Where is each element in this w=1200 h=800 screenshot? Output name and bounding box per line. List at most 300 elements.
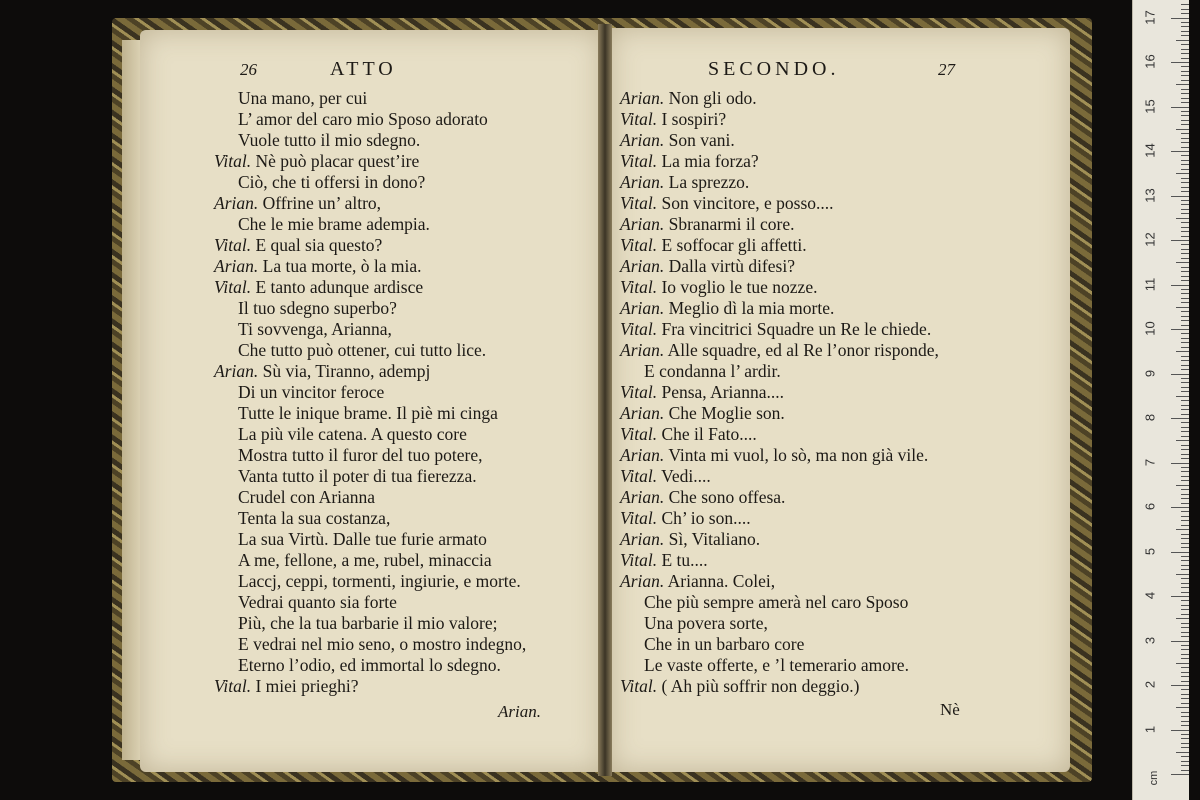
ruler-tick [1181, 556, 1189, 557]
text-line [620, 298, 939, 319]
text-line [214, 172, 526, 193]
line-text: Sù via, Tiranno, adempj [262, 361, 431, 381]
line-text: L’ amor del caro mio Sposo adorato [238, 109, 488, 129]
text-line [214, 487, 526, 508]
ruler-tick [1181, 614, 1189, 615]
line-text: Laccj, ceppi, tormenti, ingiurie, e morte. [238, 571, 521, 591]
ruler-tick [1181, 382, 1189, 383]
line-text: Pensa, Arianna.... [661, 382, 784, 402]
ruler-tick [1181, 498, 1189, 499]
ruler-tick [1181, 164, 1189, 165]
ruler-tick [1181, 405, 1189, 406]
ruler-tick [1181, 102, 1189, 103]
line-text: E vedrai nel mio seno, o mostro indegno, [238, 634, 527, 654]
line-text: Che il Fato.... [661, 424, 757, 444]
ruler-tick [1181, 520, 1189, 521]
ruler-tick [1181, 765, 1189, 766]
ruler-tick [1181, 654, 1189, 655]
line-text: Mostra tutto il furor del tuo potere, [238, 445, 483, 465]
line-text: La sua Virtù. Dalle tue furie armato [238, 529, 487, 549]
line-text: La sprezzo. [668, 172, 750, 192]
ruler-tick [1181, 569, 1189, 570]
text-line [214, 403, 526, 424]
ruler-tick [1181, 658, 1189, 659]
line-text: Di un vincitor feroce [238, 382, 385, 402]
ruler-tick [1181, 756, 1189, 757]
text-line [214, 613, 526, 634]
ruler-tick [1171, 329, 1189, 330]
line-text: Meglio dì la mia morte. [668, 298, 835, 318]
line-text: E condanna l’ ardir. [644, 361, 781, 381]
line-text: ( Ah più soffrir non deggio.) [661, 676, 860, 696]
ruler-tick [1171, 240, 1189, 241]
ruler-tick [1181, 365, 1189, 366]
ruler-tick [1181, 623, 1189, 624]
ruler-tick [1181, 738, 1189, 739]
ruler-tick [1181, 449, 1189, 450]
ruler-tick [1171, 18, 1189, 19]
text-line [214, 298, 526, 319]
ruler-tick [1181, 538, 1189, 539]
ruler-tick [1181, 178, 1189, 179]
line-text: Io voglio le tue nozze. [661, 277, 818, 297]
ruler-tick [1181, 213, 1189, 214]
ruler-tick [1181, 138, 1189, 139]
ruler-tick [1181, 53, 1189, 54]
ruler-tick [1176, 129, 1189, 130]
ruler-tick [1181, 289, 1189, 290]
ruler-tick [1181, 236, 1189, 237]
text-line [214, 109, 526, 130]
ruler-tick [1181, 770, 1189, 771]
ruler-tick [1181, 71, 1189, 72]
ruler-unit-label: cm [1148, 770, 1160, 786]
book-gutter [598, 24, 612, 776]
speaker-label: Arian. [620, 172, 665, 192]
ruler-tick [1181, 271, 1189, 272]
line-text: Eterno l’odio, ed immortal lo sdegno. [238, 655, 501, 675]
ruler-tick [1176, 707, 1189, 708]
ruler-number: 6 [1142, 502, 1158, 511]
ruler-tick [1181, 111, 1189, 112]
line-text: E tu.... [661, 550, 708, 570]
ruler-tick [1181, 115, 1189, 116]
ruler-number: 16 [1142, 54, 1158, 69]
ruler-tick [1181, 583, 1189, 584]
line-text: Arianna. Colei, [667, 571, 776, 591]
speaker-label: Vital. [214, 676, 252, 696]
ruler-tick [1181, 436, 1189, 437]
ruler-tick [1181, 414, 1189, 415]
ruler-tick [1171, 463, 1189, 464]
ruler-tick [1176, 396, 1189, 397]
ruler-tick [1181, 347, 1189, 348]
ruler-tick [1181, 333, 1189, 334]
ruler-tick [1171, 685, 1189, 686]
text-line [214, 592, 526, 613]
text-line [214, 256, 526, 277]
ruler-tick [1181, 578, 1189, 579]
ruler-tick [1181, 98, 1189, 99]
ruler-tick [1181, 743, 1189, 744]
ruler-tick [1181, 494, 1189, 495]
ruler-tick [1176, 307, 1189, 308]
ruler-tick [1181, 244, 1189, 245]
speaker-label: Vital. [214, 151, 252, 171]
text-line [620, 550, 939, 571]
ruler-tick [1181, 560, 1189, 561]
ruler-tick [1171, 374, 1189, 375]
left-catchword: Arian. [498, 702, 541, 721]
ruler-number: 17 [1142, 9, 1158, 25]
speaker-label: Arian. [620, 571, 665, 591]
ruler-tick [1181, 9, 1189, 10]
speaker-label: Arian. [620, 256, 665, 276]
text-line [620, 130, 939, 151]
ruler-number: 8 [1142, 413, 1158, 422]
speaker-label: Vital. [620, 466, 658, 486]
ruler-tick [1181, 534, 1189, 535]
line-text: La più vile catena. A questo core [238, 424, 467, 444]
text-line [620, 319, 939, 340]
ruler-number: 13 [1142, 187, 1158, 203]
text-line [214, 319, 526, 340]
speaker-label: Vital. [620, 319, 658, 339]
ruler-tick [1181, 605, 1189, 606]
ruler-tick [1176, 84, 1189, 85]
text-line [214, 214, 526, 235]
ruler-tick [1181, 31, 1189, 32]
ruler-tick [1181, 298, 1189, 299]
ruler-tick [1181, 231, 1189, 232]
ruler-tick [1171, 641, 1189, 642]
text-line [620, 403, 939, 424]
ruler-tick [1181, 681, 1189, 682]
ruler-tick [1181, 93, 1189, 94]
ruler-tick [1181, 489, 1189, 490]
text-line [214, 466, 526, 487]
text-line [620, 235, 939, 256]
ruler-tick [1181, 600, 1189, 601]
speaker-label: Arian. [620, 340, 665, 360]
ruler-tick [1181, 422, 1189, 423]
ruler-tick [1181, 22, 1189, 23]
line-text: Ti sovvenga, Arianna, [238, 319, 392, 339]
ruler-tick [1181, 302, 1189, 303]
line-text: Il tuo sdegno superbo? [238, 298, 397, 318]
speaker-label: Arian. [214, 256, 259, 276]
speaker-label: Arian. [620, 130, 665, 150]
ruler-tick [1171, 596, 1189, 597]
ruler-tick [1176, 618, 1189, 619]
line-text: Alle squadre, ed al Re l’onor risponde, [667, 340, 939, 360]
left-page-text [214, 88, 526, 697]
speaker-label: Vital. [620, 151, 658, 171]
line-text: Che più sempre amerà nel caro Sposo [644, 592, 909, 612]
line-text: E tanto adunque ardisce [255, 277, 424, 297]
line-text: Le vaste offerte, e ’l temerario amore. [644, 655, 909, 675]
text-line [214, 277, 526, 298]
line-text: Fra vincitrici Squadre un Re le chiede. [661, 319, 932, 339]
line-text: Sì, Vitaliano. [668, 529, 761, 549]
text-line [620, 634, 939, 655]
ruler-tick [1176, 351, 1189, 352]
text-line [620, 613, 939, 634]
ruler-tick [1176, 262, 1189, 263]
ruler-tick [1181, 511, 1189, 512]
ruler-tick [1181, 369, 1189, 370]
ruler-number: 2 [1142, 680, 1158, 689]
ruler-tick [1181, 703, 1189, 704]
ruler-tick [1181, 480, 1189, 481]
line-text: Vanta tutto il poter di tua fierezza. [238, 466, 477, 486]
ruler-tick [1171, 552, 1189, 553]
speaker-label: Arian. [620, 487, 665, 507]
ruler-tick [1181, 698, 1189, 699]
ruler-number: 9 [1142, 369, 1158, 377]
ruler-tick [1181, 391, 1189, 392]
measurement-ruler [1132, 0, 1189, 800]
text-line [214, 340, 526, 361]
line-text: Vinta mi vuol, lo sò, ma non già vile. [668, 445, 929, 465]
ruler-tick [1181, 160, 1189, 161]
ruler-tick [1181, 761, 1189, 762]
text-line [620, 445, 939, 466]
text-line [620, 109, 939, 130]
ruler-tick [1181, 316, 1189, 317]
ruler-tick [1181, 209, 1189, 210]
text-line [620, 277, 939, 298]
text-line [214, 445, 526, 466]
ruler-tick [1181, 547, 1189, 548]
text-line [214, 88, 526, 109]
text-line [620, 655, 939, 676]
text-line [214, 550, 526, 571]
right-catchword: Nè [940, 700, 960, 719]
speaker-label: Vital. [620, 508, 658, 528]
speaker-label: Vital. [214, 235, 252, 255]
line-text: Che in un barbaro core [644, 634, 805, 654]
speaker-label: Vital. [620, 193, 658, 213]
text-line [214, 508, 526, 529]
ruler-tick [1181, 445, 1189, 446]
ruler-tick [1181, 124, 1189, 125]
ruler-tick [1181, 409, 1189, 410]
ruler-number: 1 [1142, 725, 1158, 733]
ruler-tick [1181, 133, 1189, 134]
ruler-tick [1181, 280, 1189, 281]
right-page-text [620, 88, 939, 697]
ruler-tick [1181, 431, 1189, 432]
line-text: Una mano, per cui [238, 88, 368, 108]
ruler-tick [1171, 151, 1189, 152]
ruler-tick [1171, 774, 1189, 775]
text-line [214, 382, 526, 403]
ruler-tick [1181, 454, 1189, 455]
ruler-tick [1171, 62, 1189, 63]
ruler-tick [1176, 529, 1189, 530]
text-line [620, 193, 939, 214]
ruler-tick [1181, 75, 1189, 76]
ruler-tick [1181, 120, 1189, 121]
ruler-tick [1181, 26, 1189, 27]
line-text: Ch’ io son.... [661, 508, 751, 528]
speaker-label: Vital. [620, 424, 658, 444]
speaker-label: Vital. [214, 277, 252, 297]
line-text: Son vani. [668, 130, 735, 150]
ruler-tick [1181, 645, 1189, 646]
ruler-tick [1176, 574, 1189, 575]
ruler-tick [1181, 200, 1189, 201]
line-text: Più, che la tua barbarie il mio valore; [238, 613, 498, 633]
ruler-tick [1181, 694, 1189, 695]
ruler-tick [1181, 516, 1189, 517]
ruler-tick [1181, 320, 1189, 321]
text-line [620, 592, 939, 613]
ruler-tick [1181, 49, 1189, 50]
line-text: I miei prieghi? [255, 676, 359, 696]
ruler-tick [1181, 89, 1189, 90]
line-text: Offrine un’ altro, [262, 193, 382, 213]
ruler-tick [1181, 80, 1189, 81]
right-page-number: 27 [938, 60, 955, 79]
ruler-number: 3 [1142, 636, 1158, 644]
ruler-tick [1181, 222, 1189, 223]
text-line [620, 361, 939, 382]
ruler-tick [1181, 338, 1189, 339]
ruler-tick [1171, 730, 1189, 731]
line-text: Sbranarmi il core. [668, 214, 795, 234]
ruler-tick [1181, 276, 1189, 277]
speaker-label: Arian. [620, 529, 665, 549]
line-text: Vedrai quanto sia forte [238, 592, 397, 612]
line-text: Ciò, che ti offersi in dono? [238, 172, 426, 192]
right-running-head: SECONDO. [708, 58, 840, 80]
text-line [214, 571, 526, 592]
ruler-tick [1181, 467, 1189, 468]
ruler-tick [1181, 721, 1189, 722]
ruler-tick [1176, 663, 1189, 664]
ruler-tick [1181, 13, 1189, 14]
speaker-label: Arian. [620, 298, 665, 318]
line-text: E qual sia questo? [255, 235, 383, 255]
speaker-label: Arian. [620, 403, 665, 423]
ruler-tick [1181, 311, 1189, 312]
speaker-label: Arian. [620, 445, 665, 465]
line-text: Nè può placar quest’ire [255, 151, 420, 171]
ruler-tick [1181, 267, 1189, 268]
line-text: Una povera sorte, [644, 613, 768, 633]
text-line [214, 676, 526, 697]
ruler-tick [1181, 672, 1189, 673]
ruler-number: 5 [1142, 547, 1158, 555]
line-text: Son vincitore, e posso.... [661, 193, 834, 213]
ruler-tick [1181, 565, 1189, 566]
ruler-tick [1181, 147, 1189, 148]
speaker-label: Arian. [214, 361, 259, 381]
speaker-label: Vital. [620, 382, 658, 402]
ruler-tick [1181, 525, 1189, 526]
ruler-number: 10 [1142, 321, 1158, 336]
text-line [214, 424, 526, 445]
line-text: Tutte le inique brame. Il piè mi cinga [238, 403, 498, 423]
ruler-tick [1171, 418, 1189, 419]
text-line [620, 256, 939, 277]
text-line [620, 214, 939, 235]
ruler-number: 15 [1142, 98, 1158, 114]
text-line [214, 193, 526, 214]
text-line [214, 151, 526, 172]
ruler-tick [1181, 636, 1189, 637]
ruler-tick [1181, 587, 1189, 588]
ruler-tick [1181, 182, 1189, 183]
line-text: I sospiri? [661, 109, 727, 129]
ruler-tick [1171, 285, 1189, 286]
ruler-tick [1181, 427, 1189, 428]
ruler-number: 12 [1142, 232, 1158, 247]
line-text: Vuole tutto il mio sdegno. [238, 130, 421, 150]
left-running-head: ATTO [330, 58, 397, 80]
line-text: Tenta la sua costanza, [238, 508, 391, 528]
speaker-label: Arian. [620, 214, 665, 234]
ruler-tick [1181, 543, 1189, 544]
text-line [620, 676, 939, 697]
ruler-tick [1181, 356, 1189, 357]
text-line [214, 655, 526, 676]
line-text: Che sono offesa. [668, 487, 786, 507]
ruler-tick [1181, 503, 1189, 504]
ruler-tick [1171, 107, 1189, 108]
text-line [620, 508, 939, 529]
ruler-tick [1181, 142, 1189, 143]
line-text: Che le mie brame adempia. [238, 214, 430, 234]
ruler-tick [1181, 58, 1189, 59]
ruler-tick [1181, 325, 1189, 326]
text-line [214, 361, 526, 382]
text-line [620, 340, 939, 361]
text-line [214, 529, 526, 550]
ruler-tick [1181, 378, 1189, 379]
line-text: La mia forza? [661, 151, 759, 171]
ruler-tick [1176, 752, 1189, 753]
text-line [620, 571, 939, 592]
ruler-tick [1181, 747, 1189, 748]
ruler-tick [1171, 196, 1189, 197]
line-text: E soffocar gli affetti. [661, 235, 807, 255]
ruler-tick [1171, 507, 1189, 508]
ruler-tick [1181, 734, 1189, 735]
ruler-tick [1181, 458, 1189, 459]
speaker-label: Vital. [620, 676, 658, 696]
ruler-tick [1181, 387, 1189, 388]
ruler-tick [1181, 632, 1189, 633]
ruler-tick [1181, 253, 1189, 254]
text-line [214, 130, 526, 151]
ruler-tick [1176, 173, 1189, 174]
speaker-label: Arian. [214, 193, 259, 213]
speaker-label: Vital. [620, 235, 658, 255]
ruler-tick [1181, 227, 1189, 228]
ruler-tick [1181, 627, 1189, 628]
ruler-number: 4 [1142, 591, 1158, 600]
line-text: Vedi.... [661, 466, 711, 486]
ruler-tick [1181, 155, 1189, 156]
text-line [620, 424, 939, 445]
ruler-tick [1181, 35, 1189, 36]
text-line [214, 235, 526, 256]
ruler-tick [1181, 360, 1189, 361]
line-text: La tua morte, ò la mia. [262, 256, 422, 276]
